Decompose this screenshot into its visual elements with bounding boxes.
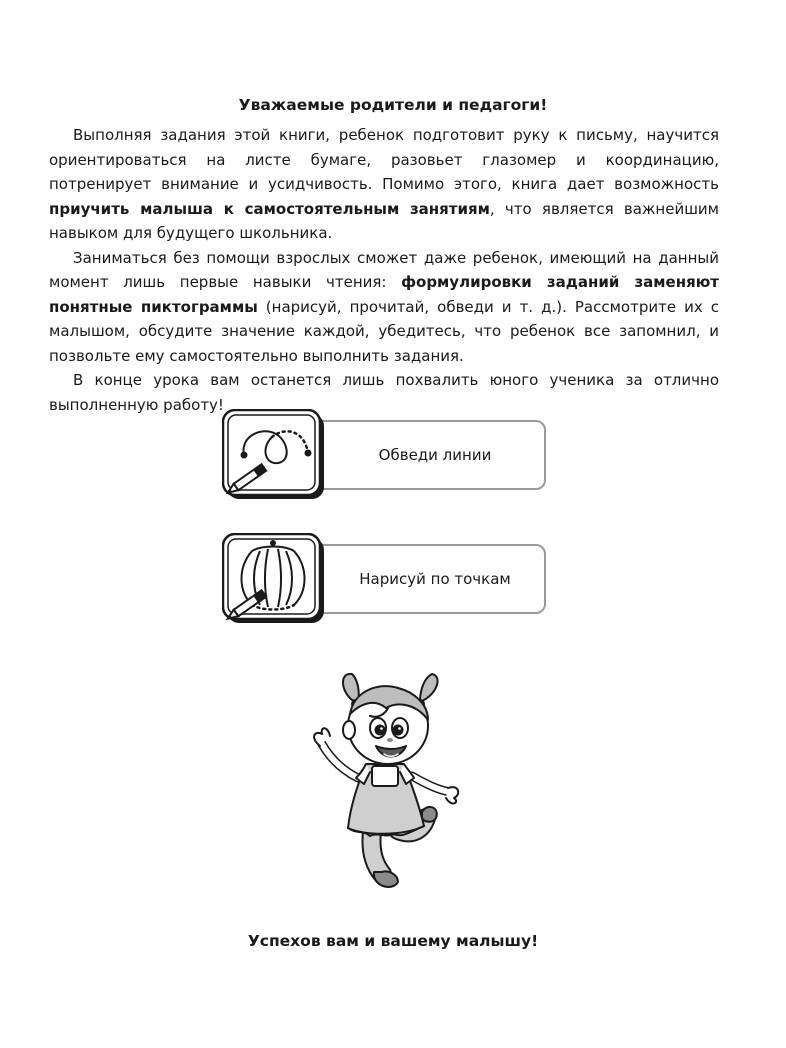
connect-dots-icon [222, 533, 326, 625]
pictogram-label: Нарисуй по точкам [359, 570, 511, 588]
girl-illustration [300, 660, 470, 900]
paragraph-1: Выполняя задания этой книги, ребенок подготовит руку к письму, научится ориентироваться на листе бумаге, разовьет глазомер и координацию, потренирует внимание и усидчивость. Помимо этого, книга дает возможность приучить малыша к самостоятельным занятиям, что является важнейшим навыком для будущего школьника. [49, 126, 719, 242]
intro-text [49, 123, 719, 417]
pictogram-dots [222, 533, 550, 625]
trace-lines-icon [222, 409, 326, 501]
pictogram-label-box [310, 420, 546, 490]
paragraph-2: Заниматься без помощи взрослых сможет даже ребенок, имеющий на данный момент лишь первые навыки чтения: формулировки заданий заменяют понятные пиктограммы (нарисуй, прочитай, обведи и т. д.). Рассмотрите их с малышом, обсудите значение каждой, убедитесь, что ребенок все запомнил, и позвольте ему самостоятельно выполнить задания. [49, 248, 720, 365]
pictogram-label: Обведи линии [378, 446, 492, 464]
page-heading: Уважаемые родители и педагоги! [238, 96, 548, 114]
closing-text: Успехов вам и вашему малышу! [247, 932, 539, 950]
pictogram-label-box [310, 544, 546, 614]
pictogram-trace [222, 409, 550, 501]
paragraph-3: В конце урока вам останется лишь похвалить юного ученика за отлично выполненную работу! [49, 371, 719, 414]
